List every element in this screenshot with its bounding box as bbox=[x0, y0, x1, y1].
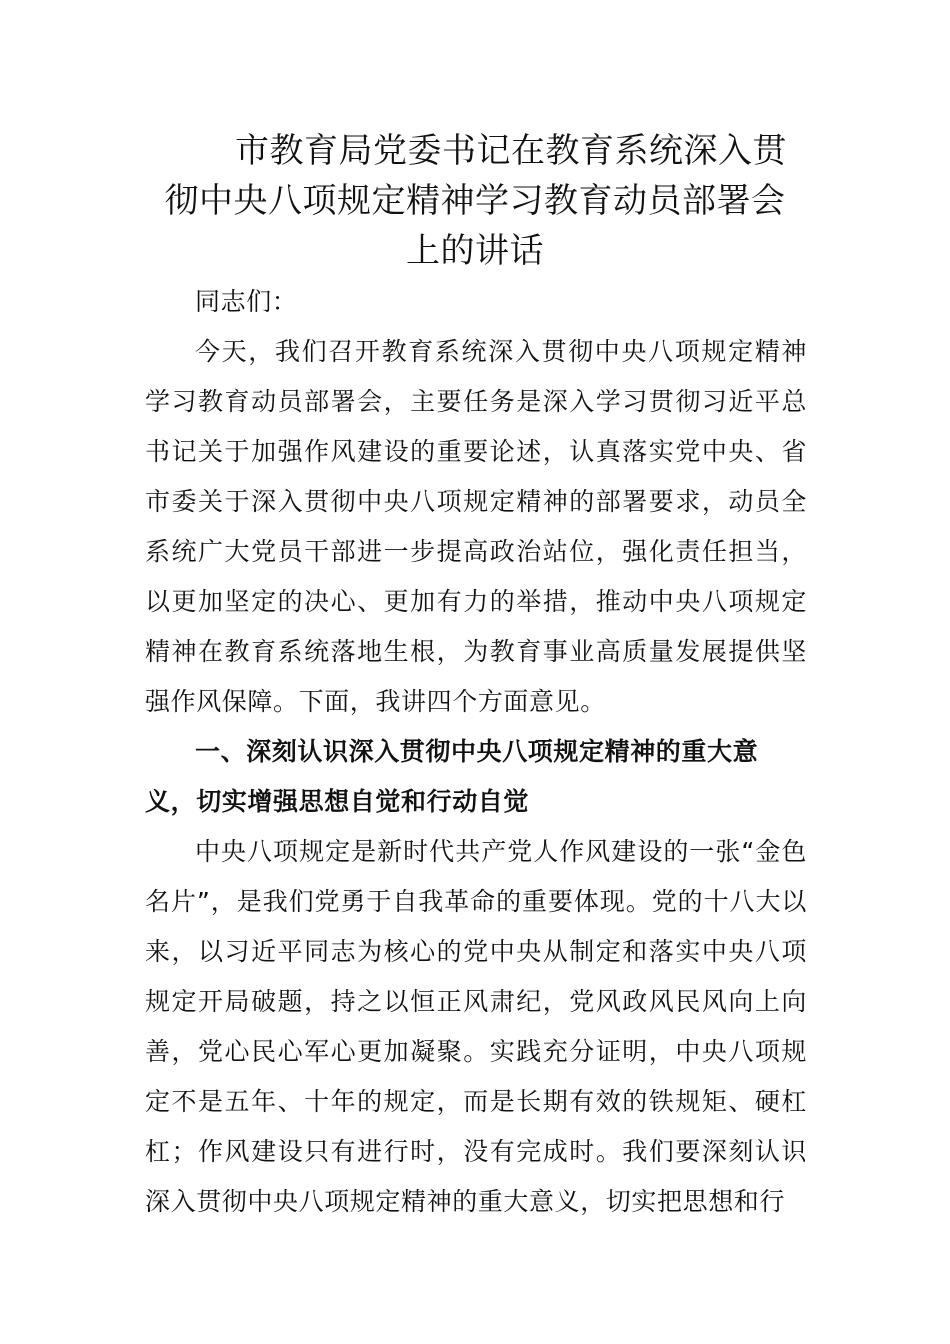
salutation: 同志们： bbox=[195, 287, 298, 316]
title-line-3: 上的讲话 bbox=[406, 231, 544, 271]
document-body bbox=[145, 277, 807, 1227]
title-line-2: 彻中央八项规定精神学习教育动员部署会 bbox=[164, 181, 786, 221]
document-title bbox=[140, 126, 810, 276]
section-1-heading: 一、深刻认识深入贯彻中央八项规定精神的重大意义，切实增强思想自觉和行动自觉 bbox=[145, 737, 759, 816]
section-1-paragraph: 中央八项规定是新时代共产党人作风建设的一张“金色名片”，是我们党勇于自我革命的重要体现。党的十八大以来，以习近平同志为核心的党中央从制定和落实中央八项规定开局破题，持之以恒正风肃纪，党风政风民风向上向善，党心民心军心更加凝聚。实践充分证明，中央八项规定不是五年、十年的规定，而是长期有效的铁规矩、硬杠杠；作风建设只有进行时，没有完成时。我们要深刻认识深入贯彻中央八项规定精神的重大意义，切实把思想和行 bbox=[145, 837, 807, 1216]
title-line-1: 市教育局党委书记在教育系统深入贯 bbox=[235, 131, 787, 171]
opening-paragraph: 今天，我们召开教育系统深入贯彻中央八项规定精神学习教育动员部署会，主要任务是深入学习贯彻习近平总书记关于加强作风建设的重要论述，认真落实党中央、省市委关于深入贯彻中央八项规定精神的部署要求，动员全系统广大党员干部进一步提高政治站位，强化责任担当，以更加坚定的决心、更加有力的举措，推动中央八项规定精神在教育系统落地生根，为教育事业高质量发展提供坚强作风保障。下面，我讲四个方面意见。 bbox=[145, 337, 807, 716]
